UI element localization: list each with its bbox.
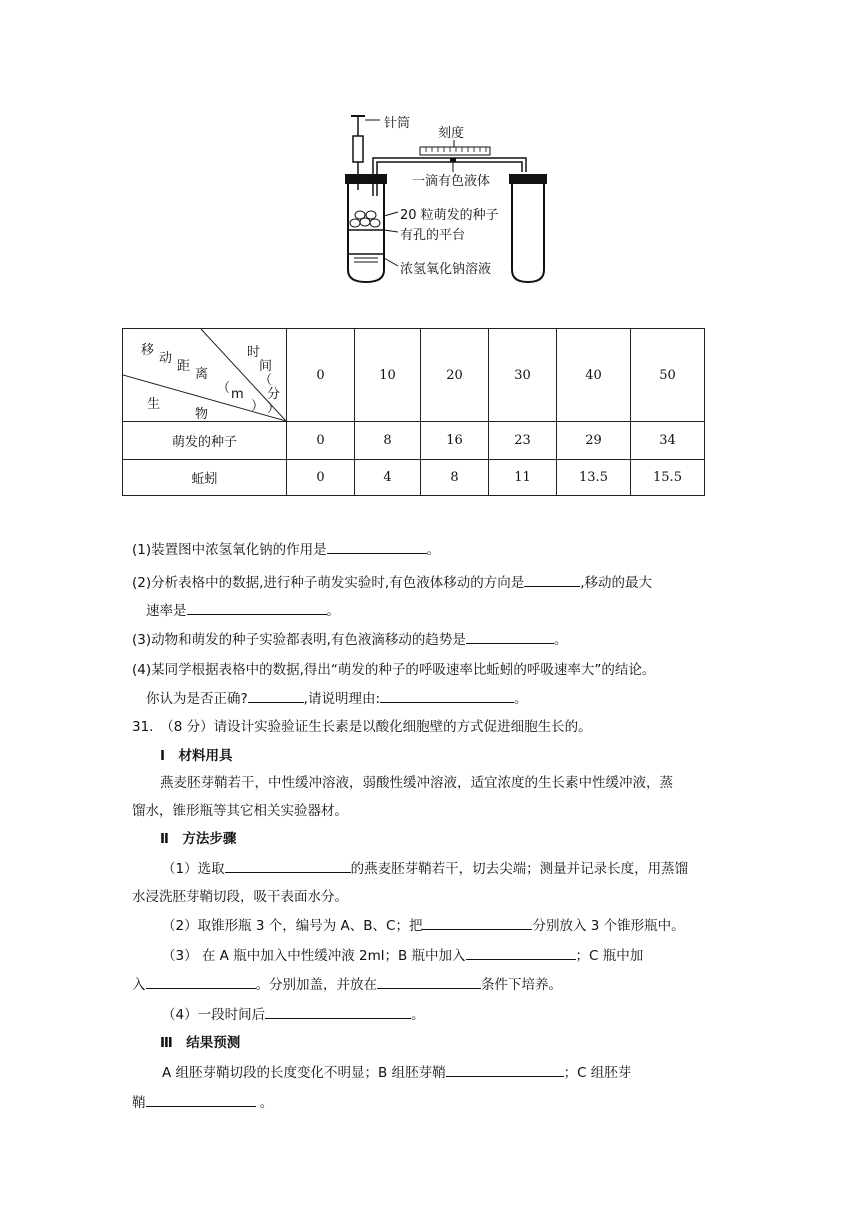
result-line-2 — [132, 1094, 273, 1112]
table-cell: 15.5 — [631, 460, 705, 496]
answer-blank[interactable] — [466, 631, 554, 644]
answer-blank[interactable] — [146, 1094, 256, 1107]
q4-text-3: ,请说明理由: — [303, 691, 381, 707]
step4-text: （4）一段时间后 — [162, 1007, 266, 1023]
table-row — [123, 460, 705, 496]
table-cell: 34 — [631, 422, 705, 460]
hdr-char: 动 — [159, 351, 173, 366]
q3-end: 。 — [553, 632, 568, 648]
step2-text: （2）取锥形瓶 3 个，编号为 A、B、C；把 — [162, 918, 423, 934]
table-cell: 16 — [421, 422, 489, 460]
time-header: 30 — [489, 329, 557, 422]
section-materials: Ⅰ 材料用具 — [160, 748, 233, 764]
question-31-title: 31. （8 分）请设计实验验证生长素是以酸化细胞壁的方式促进细胞生长的。 — [132, 719, 592, 735]
question-2-cont — [146, 602, 340, 620]
table-cell: 4 — [355, 460, 421, 496]
hdr-char: 时 — [247, 345, 261, 360]
table-header-row — [123, 329, 705, 422]
table-cell: 13.5 — [557, 460, 631, 496]
time-header: 10 — [355, 329, 421, 422]
result-text-3: 鞘 — [132, 1095, 146, 1111]
q4-text: (4)某同学根据表格中的数据,得出“萌发的种子的呼吸速率比蚯蚓的呼吸速率大”的结论。 — [132, 662, 656, 678]
section-results: Ⅲ 结果预测 — [160, 1035, 241, 1051]
hdr-char: （ — [217, 381, 231, 396]
question-4 — [132, 661, 655, 679]
time-header: 0 — [287, 329, 355, 422]
step-3-cont — [132, 976, 562, 994]
answer-blank[interactable] — [265, 1006, 411, 1019]
answer-blank[interactable] — [380, 690, 514, 703]
q1-end: 。 — [426, 542, 441, 558]
result-text: A 组胚芽鞘切段的长度变化不明显；B 组胚芽鞘 — [162, 1065, 446, 1081]
answer-blank[interactable] — [524, 574, 580, 587]
question-2 — [132, 574, 652, 592]
label-naoh: 浓氢氧化钠溶液 — [400, 262, 492, 277]
step-4 — [162, 1006, 425, 1024]
hdr-char: 距 — [177, 359, 191, 374]
time-header: 40 — [557, 329, 631, 422]
step-3 — [162, 947, 643, 965]
answer-blank[interactable] — [327, 541, 427, 554]
answer-blank[interactable] — [377, 976, 481, 989]
table-row — [123, 422, 705, 460]
label-platform: 有孔的平台 — [400, 228, 466, 243]
hdr-char: 物 — [195, 407, 209, 422]
step3-text-3: 入 — [132, 977, 146, 993]
hdr-char: 生 — [147, 397, 161, 412]
answer-blank[interactable] — [187, 602, 327, 615]
step3-text-2: ；C 瓶中加 — [575, 948, 644, 964]
q3-text: (3)动物和萌发的种子实验都表明,有色液滴移动的趋势是 — [132, 632, 466, 648]
label-seeds: 20 粒萌发的种子 — [400, 208, 499, 223]
hdr-char: m — [231, 387, 244, 402]
q2-end: 。 — [326, 603, 340, 619]
question-4-cont — [146, 690, 528, 708]
hdr-char: 离 — [195, 367, 209, 382]
row-label: 萌发的种子 — [123, 422, 287, 460]
hdr-char: 分 — [267, 387, 281, 402]
section-method: Ⅱ 方法步骤 — [160, 831, 237, 847]
table-cell: 8 — [421, 460, 489, 496]
hdr-char: （ — [259, 373, 273, 388]
q1-text: (1)装置图中浓氢氧化钠的作用是 — [132, 542, 327, 558]
answer-blank[interactable] — [146, 976, 256, 989]
question-3 — [132, 631, 567, 649]
step-1 — [162, 860, 688, 878]
answer-blank[interactable] — [225, 860, 351, 873]
step-1-cont: 水浸洗胚芽鞘切段，吸干表面水分。 — [132, 889, 348, 905]
answer-blank[interactable] — [422, 917, 532, 930]
table-cell: 8 — [355, 422, 421, 460]
answer-blank[interactable] — [248, 690, 304, 703]
step1-text: （1）选取 — [162, 861, 225, 877]
result-end: 。 — [255, 1095, 274, 1111]
q2-text-2: ,移动的最大 — [580, 575, 653, 591]
step2-text-2: 分别放入 3 个锥形瓶中。 — [532, 918, 685, 934]
step3-text-5: 条件下培养。 — [481, 977, 562, 993]
time-header: 50 — [631, 329, 705, 422]
step4-end: 。 — [411, 1007, 425, 1023]
hdr-char: ） — [251, 399, 265, 414]
materials-line-1: 燕麦胚芽鞘若干，中性缓冲溶液，弱酸性缓冲溶液，适宜浓度的生长素中性缓冲液，蒸 — [160, 775, 673, 791]
table-cell: 0 — [287, 460, 355, 496]
step-2 — [162, 917, 685, 935]
step1-text-2: 的燕麦胚芽鞘若干，切去尖端；测量并记录长度，用蒸馏 — [350, 861, 689, 877]
q4-end: 。 — [514, 691, 528, 707]
answer-blank[interactable] — [466, 947, 576, 960]
table-cell: 29 — [557, 422, 631, 460]
q2-text: (2)分析表格中的数据,进行种子萌发实验时,有色液体移动的方向是 — [132, 575, 525, 591]
movement-table — [122, 328, 705, 496]
time-header: 20 — [421, 329, 489, 422]
row-label: 蚯蚓 — [123, 460, 287, 496]
question-1 — [132, 541, 440, 559]
step3-text-4: 。分别加盖，并放在 — [255, 977, 377, 993]
apparatus-figure — [340, 106, 520, 286]
label-scale: 刻度 — [438, 126, 465, 141]
result-line-1 — [162, 1064, 631, 1082]
step3-text: （3） 在 A 瓶中加入中性缓冲液 2ml；B 瓶中加入 — [162, 948, 466, 964]
answer-blank[interactable] — [446, 1064, 564, 1077]
result-text-2: ；C 组胚芽 — [563, 1065, 632, 1081]
materials-line-2: 馏水，锥形瓶等其它相关实验器材。 — [132, 803, 348, 819]
table-cell: 11 — [489, 460, 557, 496]
hdr-char: 移 — [141, 343, 155, 358]
label-syringe: 针筒 — [384, 116, 411, 131]
label-drop: 一滴有色液体 — [412, 174, 491, 189]
q4-text-2: 你认为是否正确? — [146, 691, 248, 707]
table-cell: 23 — [489, 422, 557, 460]
hdr-char: ） — [267, 401, 281, 416]
diagonal-header-cell — [123, 329, 287, 422]
hdr-char: 间 — [259, 359, 273, 374]
table-cell: 0 — [287, 422, 355, 460]
q2-text-3: 速率是 — [146, 603, 187, 619]
